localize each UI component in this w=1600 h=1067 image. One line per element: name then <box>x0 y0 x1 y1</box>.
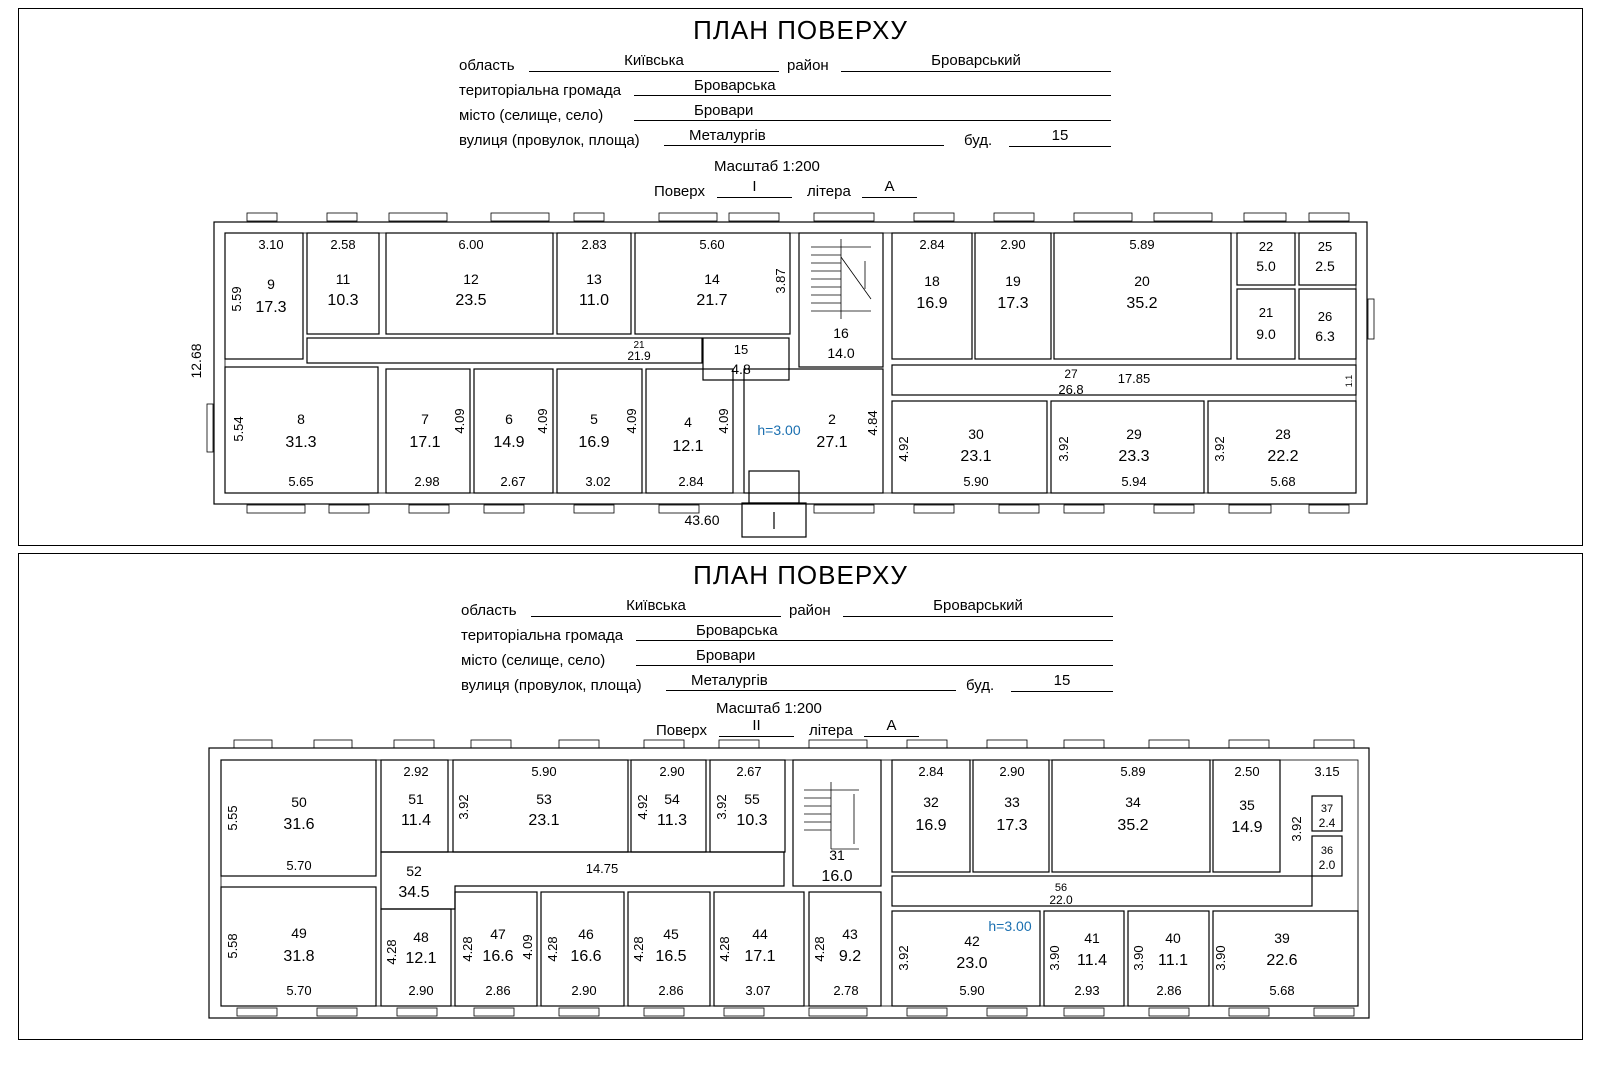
room-11-width: 2.58 <box>330 237 356 252</box>
room-36-area: 2.0 <box>1318 858 1336 872</box>
room-7-number: 7 <box>421 411 429 427</box>
sheet-title: ПЛАН ПОВЕРХУ <box>693 560 908 590</box>
room-6-width: 2.67 <box>500 474 526 489</box>
litera-value: А <box>862 180 917 198</box>
room-33-area: 17.3 <box>996 817 1028 834</box>
room-43-width: 2.78 <box>833 983 859 998</box>
room-28-area: 22.2 <box>1267 448 1299 465</box>
room-20-area: 35.2 <box>1126 295 1158 312</box>
room-46-depth: 4.28 <box>545 936 560 962</box>
room-6-depth: 4.09 <box>535 408 550 434</box>
room-16-number: 16 <box>833 325 849 341</box>
room-12-area: 23.5 <box>455 292 487 309</box>
corridor-52-area: 34.5 <box>398 884 430 901</box>
room-29-number: 29 <box>1126 426 1142 442</box>
room-9-depth: 5.59 <box>229 286 244 312</box>
room-42-number: 42 <box>964 933 980 949</box>
room-6-area: 14.9 <box>493 434 525 451</box>
vulytsia-value: Металургів <box>666 674 956 691</box>
room-7-width: 2.98 <box>414 474 440 489</box>
corridor-56-number: 56 <box>1054 882 1068 894</box>
room-30-area: 23.1 <box>960 448 992 465</box>
room-5-area: 16.9 <box>578 434 610 451</box>
sheet-title: ПЛАН ПОВЕРХУ <box>693 15 908 45</box>
room-26-number: 26 <box>1317 309 1333 324</box>
room-42-width: 5.90 <box>959 983 985 998</box>
room-35-width: 2.50 <box>1234 764 1260 779</box>
poverkh-label: Поверх <box>656 722 707 739</box>
bud-value: 15 <box>1011 674 1113 692</box>
vulytsia-value: Металургів <box>664 129 944 146</box>
room-19-width: 2.90 <box>1000 237 1026 252</box>
bud-value: 15 <box>1009 129 1111 147</box>
poverkh-value: I <box>717 180 792 198</box>
room-42-depth: 3.92 <box>896 945 911 971</box>
room-4-depth: 4.09 <box>716 408 731 434</box>
room-19-number: 19 <box>1005 273 1021 289</box>
room-51-width: 2.92 <box>403 764 429 779</box>
room-43-number: 43 <box>842 926 858 942</box>
room-43-area: 9.2 <box>838 948 862 965</box>
scale-label: Масштаб 1:200 <box>716 700 822 717</box>
room-2-depth: 4.84 <box>865 410 880 436</box>
corridor-52-number: 52 <box>406 863 422 879</box>
room-49-area: 31.8 <box>283 948 315 965</box>
corridor-27-width: 17.85 <box>1117 371 1151 386</box>
room-40-number: 40 <box>1165 930 1181 946</box>
room-50-depth: 5.55 <box>225 805 240 831</box>
room-47-area: 16.6 <box>482 948 514 965</box>
rayon-label: район <box>789 602 831 619</box>
room-14-number: 14 <box>704 271 720 287</box>
hromada-value: Броварська <box>634 79 1111 96</box>
room-21-area: 9.0 <box>1256 326 1276 342</box>
room-53-area: 23.1 <box>528 812 560 829</box>
room-32-width: 2.84 <box>918 764 944 779</box>
corridor-21-number: 21 <box>633 340 645 351</box>
oblast-label: область <box>459 57 515 74</box>
corridor-21-area: 21.9 <box>627 349 651 363</box>
oblast-value: Київська <box>529 54 779 72</box>
room-14-width: 5.60 <box>699 237 725 252</box>
room-48-area: 12.1 <box>405 950 437 967</box>
room-18-area: 16.9 <box>916 295 948 312</box>
room-41-number: 41 <box>1084 930 1100 946</box>
room-42-area: 23.0 <box>956 955 988 972</box>
room-46-number: 46 <box>578 926 594 942</box>
room-48-width: 2.90 <box>408 983 434 998</box>
room-40-width: 2.86 <box>1156 983 1182 998</box>
room-53-number: 53 <box>536 791 552 807</box>
room-9-width: 3.10 <box>258 237 284 252</box>
room-5-depth: 4.09 <box>624 408 639 434</box>
room-14-area: 21.7 <box>696 292 728 309</box>
room-34-number: 34 <box>1125 794 1141 810</box>
room-16-area: 14.0 <box>827 345 855 361</box>
corridor-52-width: 14.75 <box>585 861 619 876</box>
room-44-number: 44 <box>752 926 768 942</box>
room-13-area: 11.0 <box>579 292 609 309</box>
room-54-width: 2.90 <box>659 764 685 779</box>
room-37-depth: 3.92 <box>1289 816 1304 842</box>
hromada-label: територіальна громада <box>461 627 624 644</box>
room-40-area: 11.1 <box>1158 952 1188 969</box>
overall-depth: 12.68 <box>188 343 204 379</box>
room-55-area: 10.3 <box>736 812 768 829</box>
room-44-area: 17.1 <box>744 948 776 965</box>
room-45-number: 45 <box>663 926 679 942</box>
ceiling-height: h=3.00 <box>988 918 1032 934</box>
room-28-number: 28 <box>1275 426 1291 442</box>
room-20-width: 5.89 <box>1129 237 1155 252</box>
room-45-width: 2.86 <box>658 983 684 998</box>
room-21-number: 21 <box>1258 305 1274 320</box>
room-45-depth: 4.28 <box>631 936 646 962</box>
corridor-27-area: 26.8 <box>1058 382 1084 397</box>
room-45-area: 16.5 <box>655 948 687 965</box>
room-13-number: 13 <box>586 271 602 287</box>
room-51-number: 51 <box>408 791 424 807</box>
rayon-label: район <box>787 57 829 74</box>
room-4-number: 4 <box>684 414 692 430</box>
room-28-width: 5.68 <box>1270 474 1296 489</box>
scale-label: Масштаб 1:200 <box>714 158 820 175</box>
room-19-area: 17.3 <box>997 295 1029 312</box>
room-13-width: 2.83 <box>581 237 607 252</box>
room-29-width: 5.94 <box>1121 474 1147 489</box>
room-55-width: 2.67 <box>736 764 762 779</box>
room-20-number: 20 <box>1134 273 1150 289</box>
room-26-area: 6.3 <box>1315 328 1335 344</box>
room-8-area: 31.3 <box>285 434 317 451</box>
room-35-number: 35 <box>1239 797 1255 813</box>
room-34-area: 35.2 <box>1117 817 1149 834</box>
poverkh-label: Поверх <box>654 183 705 200</box>
room-28-depth: 3.92 <box>1212 436 1227 462</box>
room-47-depth: 4.28 <box>460 936 475 962</box>
room-39-area: 22.6 <box>1266 952 1298 969</box>
room-22-number: 22 <box>1258 239 1274 254</box>
hromada-value: Броварська <box>636 624 1113 641</box>
room-54-area: 11.3 <box>657 812 687 829</box>
room-34-width: 5.89 <box>1120 764 1146 779</box>
room-11-area: 10.3 <box>327 292 359 309</box>
bud-label: буд. <box>966 677 995 694</box>
corridor-27-number: 27 <box>1064 367 1078 381</box>
floor-plan-2 <box>19 554 1584 1041</box>
room-50-number: 50 <box>291 794 307 810</box>
rayon-value: Броварський <box>843 599 1113 617</box>
room-31-number: 31 <box>829 847 845 863</box>
room-36-number: 36 <box>1320 845 1334 857</box>
litera-label: літера <box>809 722 853 739</box>
room-2-area: 27.1 <box>816 434 848 451</box>
room-46-area: 16.6 <box>570 948 602 965</box>
room-30-depth: 4.92 <box>896 436 911 462</box>
room-41-depth: 3.90 <box>1047 945 1062 971</box>
room-18-width: 2.84 <box>919 237 945 252</box>
ceiling-height: h=3.00 <box>757 422 801 438</box>
room-48-number: 48 <box>413 929 429 945</box>
room-7-depth: 4.09 <box>452 408 467 434</box>
misto-label: місто (селище, село) <box>461 652 606 669</box>
oblast-value: Київська <box>531 599 781 617</box>
room-51-area: 11.4 <box>401 812 431 829</box>
room-33-width: 2.90 <box>999 764 1025 779</box>
floor-plan-1 <box>19 9 1584 547</box>
room-53-depth: 3.92 <box>456 794 471 820</box>
room-44-width: 3.07 <box>745 983 771 998</box>
room-54-depth: 4.92 <box>635 794 650 820</box>
room-48-depth: 4.28 <box>384 939 399 965</box>
room-47-depth-2: 4.09 <box>520 934 535 960</box>
room-14-depth: 3.87 <box>773 268 788 294</box>
room-41-width: 2.93 <box>1074 983 1100 998</box>
room-39-depth: 3.90 <box>1213 945 1228 971</box>
room-33-number: 33 <box>1004 794 1020 810</box>
room-43-depth: 4.28 <box>812 936 827 962</box>
room-6-number: 6 <box>505 411 513 427</box>
room-25-number: 25 <box>1317 239 1333 254</box>
floor-plan-sheet-2 <box>18 553 1583 1040</box>
room-32-area: 16.9 <box>915 817 947 834</box>
room-32-number: 32 <box>923 794 939 810</box>
poverkh-value: II <box>719 719 794 737</box>
room-29-depth: 3.92 <box>1056 436 1071 462</box>
corridor-56-area: 22.0 <box>1049 893 1073 907</box>
vulytsia-label: вулиця (провулок, площа) <box>459 132 640 149</box>
vulytsia-label: вулиця (провулок, площа) <box>461 677 642 694</box>
room-37-number: 37 <box>1320 803 1334 815</box>
room-53-width: 5.90 <box>531 764 557 779</box>
room-40-depth: 3.90 <box>1131 945 1146 971</box>
room-8-width: 5.65 <box>288 474 314 489</box>
room-30-width: 5.90 <box>963 474 989 489</box>
room-9-area: 17.3 <box>255 299 287 316</box>
room-15-area: 4.8 <box>731 361 751 377</box>
room-49-width: 5.70 <box>286 983 312 998</box>
hromada-label: територіальна громада <box>459 82 622 99</box>
room-12-number: 12 <box>463 271 479 287</box>
overall-width: 43.60 <box>684 512 720 528</box>
room-39-width: 5.68 <box>1269 983 1295 998</box>
room-5-width: 3.02 <box>585 474 611 489</box>
misc-dimension: 1.1 <box>1344 374 1354 388</box>
oblast-label: область <box>461 602 517 619</box>
room-41-area: 11.4 <box>1077 952 1107 969</box>
room-4-width: 2.84 <box>678 474 704 489</box>
rayon-value: Броварський <box>841 54 1111 72</box>
room-4-area: 12.1 <box>672 438 704 455</box>
room-49-number: 49 <box>291 925 307 941</box>
room-50-width: 5.70 <box>286 858 312 873</box>
room-30-number: 30 <box>968 426 984 442</box>
room-18-number: 18 <box>924 273 940 289</box>
floor-plan-sheet-1 <box>18 8 1583 546</box>
misto-value: Бровари <box>636 649 1113 666</box>
room-37-width: 3.15 <box>1314 764 1340 779</box>
misto-label: місто (селище, село) <box>459 107 604 124</box>
room-9-number: 9 <box>267 276 275 292</box>
room-47-width: 2.86 <box>485 983 511 998</box>
litera-label: літера <box>807 183 851 200</box>
room-2-number: 2 <box>828 411 836 427</box>
room-29-area: 23.3 <box>1118 448 1150 465</box>
room-31-area: 16.0 <box>821 868 853 885</box>
room-46-width: 2.90 <box>571 983 597 998</box>
room-15-number: 15 <box>733 342 749 357</box>
litera-value: А <box>864 719 919 737</box>
room-54-number: 54 <box>664 791 680 807</box>
room-8-number: 8 <box>297 411 305 427</box>
room-49-depth: 5.58 <box>225 933 240 959</box>
room-35-area: 14.9 <box>1231 819 1263 836</box>
room-12-width: 6.00 <box>458 237 484 252</box>
room-55-depth: 3.92 <box>714 794 729 820</box>
room-25-area: 2.5 <box>1315 258 1335 274</box>
room-22-area: 5.0 <box>1256 258 1276 274</box>
room-44-depth: 4.28 <box>717 936 732 962</box>
room-55-number: 55 <box>744 791 760 807</box>
room-47-number: 47 <box>490 926 506 942</box>
room-50-area: 31.6 <box>283 816 315 833</box>
room-37-area: 2.4 <box>1318 816 1336 830</box>
room-8-depth: 5.54 <box>231 416 246 442</box>
room-11-number: 11 <box>335 271 351 287</box>
bud-label: буд. <box>964 132 993 149</box>
room-39-number: 39 <box>1274 930 1290 946</box>
room-7-area: 17.1 <box>409 434 441 451</box>
misto-value: Бровари <box>634 104 1111 121</box>
room-5-number: 5 <box>590 411 598 427</box>
